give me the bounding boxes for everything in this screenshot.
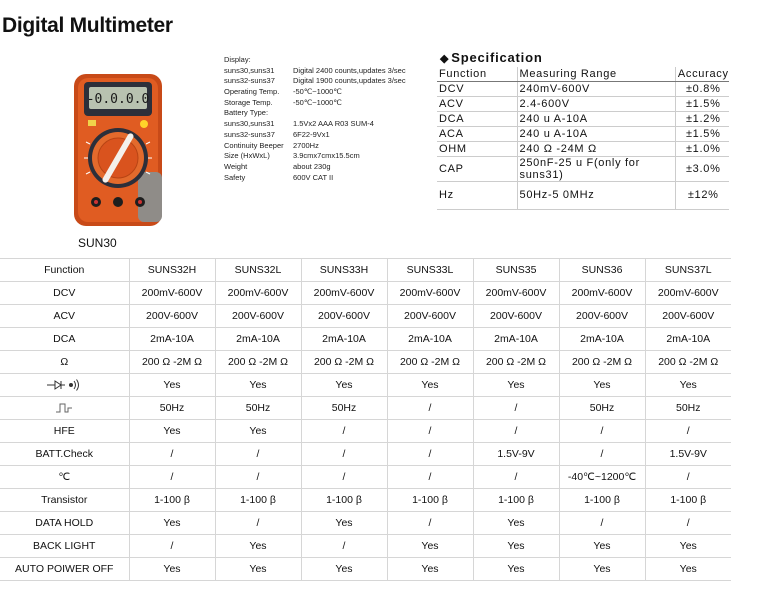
spec-list xyxy=(224,55,413,183)
spec-col-function: Function xyxy=(437,67,517,81)
comparison-function-cell: AUTO POIWER OFF xyxy=(0,558,129,581)
comparison-value-cell: / xyxy=(301,443,387,466)
comparison-value-cell: / xyxy=(473,397,559,420)
comparison-row xyxy=(0,535,731,558)
comparison-function-cell: DCA xyxy=(0,328,129,351)
spec-function-cell: CAP xyxy=(437,156,517,181)
spec-range-cell: 240 u A-10A xyxy=(517,111,675,126)
spec-list-key: Continuity Beeper xyxy=(224,140,284,150)
comparison-value-cell: / xyxy=(473,420,559,443)
comparison-value-cell: Yes xyxy=(215,374,301,397)
comparison-value-cell: / xyxy=(129,535,215,558)
comparison-function-cell: Transistor xyxy=(0,489,129,512)
cmp-header-model: SUNS35 xyxy=(473,259,559,282)
comparison-value-cell: / xyxy=(215,443,301,466)
spec-list-row xyxy=(224,130,413,141)
comparison-value-cell: Yes xyxy=(645,535,731,558)
comparison-value-cell: Yes xyxy=(473,558,559,581)
spec-list-value: 6F22-9Vx1 xyxy=(293,129,330,139)
comparison-value-cell: / xyxy=(129,466,215,489)
spec-list-value: -50℃~1000℃ xyxy=(293,97,342,107)
comparison-value-cell: 200 Ω -2M Ω xyxy=(215,351,301,374)
comparison-value-cell: / xyxy=(473,466,559,489)
comparison-value-cell: 200mV-600V xyxy=(473,282,559,305)
spec-accuracy-cell: ±1.5% xyxy=(675,96,729,111)
cmp-header-model: SUNS32L xyxy=(215,259,301,282)
spec-list-row xyxy=(224,173,413,184)
specification-row xyxy=(437,181,729,209)
comparison-row xyxy=(0,443,731,466)
comparison-row xyxy=(0,328,731,351)
spec-col-range: Measuring Range xyxy=(517,67,675,81)
specification-row xyxy=(437,111,729,126)
comparison-value-cell: Yes xyxy=(215,558,301,581)
meter-caption: SUN30 xyxy=(78,236,117,250)
comparison-value-cell: Yes xyxy=(387,374,473,397)
comparison-value-cell: 200mV-600V xyxy=(387,282,473,305)
comparison-value-cell: 200 Ω -2M Ω xyxy=(645,351,731,374)
comparison-value-cell: / xyxy=(215,466,301,489)
spec-list-row xyxy=(224,108,413,119)
comparison-value-cell: 200 Ω -2M Ω xyxy=(387,351,473,374)
spec-list-key: Weight xyxy=(224,161,248,171)
spec-accuracy-cell: ±3.0% xyxy=(675,156,729,181)
comparison-value-cell: 1-100 β xyxy=(387,489,473,512)
spec-function-cell: DCV xyxy=(437,81,517,96)
spec-list-key: Size (HxWxL) xyxy=(224,151,270,161)
comparison-value-cell: 2mA-10A xyxy=(129,328,215,351)
comparison-row xyxy=(0,374,731,397)
comparison-value-cell: / xyxy=(387,443,473,466)
comparison-value-cell: Yes xyxy=(387,558,473,581)
comparison-value-cell: Yes xyxy=(559,374,645,397)
comparison-value-cell: Yes xyxy=(645,374,731,397)
comparison-value-cell: 1-100 β xyxy=(129,489,215,512)
comparison-value-cell: / xyxy=(301,535,387,558)
comparison-value-cell: Yes xyxy=(473,512,559,535)
spec-list-value: Digital 1900 counts,updates 3/sec xyxy=(293,76,406,86)
square-wave-icon xyxy=(55,402,73,414)
comparison-value-cell: Yes xyxy=(387,535,473,558)
comparison-value-cell: Yes xyxy=(129,512,215,535)
comparison-function-cell: HFE xyxy=(0,420,129,443)
spec-range-cell: 240 Ω -24M Ω xyxy=(517,141,675,156)
specification-row xyxy=(437,126,729,141)
comparison-value-cell: 200V-600V xyxy=(215,305,301,328)
comparison-row xyxy=(0,282,731,305)
spec-function-cell: ACA xyxy=(437,126,517,141)
comparison-value-cell: 200V-600V xyxy=(645,305,731,328)
comparison-value-cell: 1-100 β xyxy=(473,489,559,512)
spec-list-value: 2700Hz xyxy=(293,140,319,150)
comparison-value-cell: / xyxy=(301,420,387,443)
spec-list-key: suns32-suns37 xyxy=(224,76,275,86)
comparison-value-cell: 50Hz xyxy=(301,397,387,420)
comparison-value-cell: Yes xyxy=(301,374,387,397)
comparison-function-cell: DATA HOLD xyxy=(0,512,129,535)
spec-list-row xyxy=(224,119,413,130)
comparison-value-cell: / xyxy=(129,443,215,466)
comparison-function-cell xyxy=(0,374,129,397)
comparison-value-cell: / xyxy=(559,443,645,466)
comparison-table xyxy=(0,258,731,581)
comparison-value-cell: Yes xyxy=(559,535,645,558)
specification-table xyxy=(437,67,729,210)
meter-display-text: -0.0.0.0 xyxy=(86,92,150,107)
spec-function-cell: Hz xyxy=(437,181,517,209)
comparison-value-cell: / xyxy=(387,466,473,489)
spec-list-value: 1.5Vx2 AAA R03 SUM-4 xyxy=(293,119,374,129)
comparison-value-cell: 200mV-600V xyxy=(129,282,215,305)
cmp-header-model: SUNS32H xyxy=(129,259,215,282)
comparison-value-cell: 1-100 β xyxy=(645,489,731,512)
cmp-header-model: SUNS33L xyxy=(387,259,473,282)
spec-list-row xyxy=(224,151,413,162)
comparison-value-cell: / xyxy=(645,512,731,535)
cmp-header-model: SUNS36 xyxy=(559,259,645,282)
specification-row xyxy=(437,141,729,156)
comparison-row xyxy=(0,558,731,581)
comparison-value-cell: / xyxy=(559,512,645,535)
spec-list-value: about 230g xyxy=(293,161,331,171)
comparison-value-cell: 1-100 β xyxy=(215,489,301,512)
spec-list-row xyxy=(224,162,413,173)
comparison-value-cell: Yes xyxy=(129,374,215,397)
comparison-row xyxy=(0,466,731,489)
comparison-value-cell: / xyxy=(559,420,645,443)
comparison-value-cell: / xyxy=(215,512,301,535)
comparison-row xyxy=(0,397,731,420)
spec-list-row xyxy=(224,76,413,87)
comparison-value-cell: / xyxy=(387,512,473,535)
comparison-value-cell: 200V-600V xyxy=(129,305,215,328)
spec-list-value: Digital 2400 counts,updates 3/sec xyxy=(293,65,406,75)
comparison-header-row xyxy=(0,259,731,282)
comparison-value-cell: Yes xyxy=(215,420,301,443)
comparison-value-cell: / xyxy=(387,420,473,443)
comparison-value-cell: -40℃~1200℃ xyxy=(559,466,645,489)
comparison-value-cell: 50Hz xyxy=(559,397,645,420)
comparison-value-cell: 200mV-600V xyxy=(301,282,387,305)
spec-range-cell: 240mV-600V xyxy=(517,81,675,96)
spec-list-row xyxy=(224,87,413,98)
comparison-row xyxy=(0,512,731,535)
comparison-value-cell: 2mA-10A xyxy=(215,328,301,351)
comparison-value-cell: 200mV-600V xyxy=(215,282,301,305)
comparison-value-cell: 2mA-10A xyxy=(559,328,645,351)
spec-range-cell: 250nF-25 u F(only for suns31) xyxy=(517,156,675,181)
comparison-function-cell: DCV xyxy=(0,282,129,305)
spec-list-key: suns32-suns37 xyxy=(224,129,275,139)
comparison-value-cell: 2mA-10A xyxy=(473,328,559,351)
comparison-value-cell: / xyxy=(387,397,473,420)
comparison-value-cell: Yes xyxy=(301,558,387,581)
diamond-icon: ◆ xyxy=(440,53,450,65)
comparison-value-cell: 1.5V-9V xyxy=(645,443,731,466)
comparison-value-cell: 200 Ω -2M Ω xyxy=(301,351,387,374)
spec-list-key: Safety xyxy=(224,172,246,182)
cmp-header-function: Function xyxy=(0,259,129,282)
spec-accuracy-cell: ±1.5% xyxy=(675,126,729,141)
comparison-value-cell: 200V-600V xyxy=(473,305,559,328)
comparison-value-cell: 1.5V-9V xyxy=(473,443,559,466)
comparison-value-cell: 1-100 β xyxy=(301,489,387,512)
comparison-value-cell: Yes xyxy=(473,374,559,397)
specification-row xyxy=(437,96,729,111)
comparison-value-cell: Yes xyxy=(129,558,215,581)
spec-list-key: Storage Temp. xyxy=(224,97,273,107)
comparison-value-cell: 2mA-10A xyxy=(645,328,731,351)
spec-list-row xyxy=(224,66,413,77)
comparison-value-cell: 200 Ω -2M Ω xyxy=(473,351,559,374)
comparison-function-cell: Ω xyxy=(0,351,129,374)
cmp-header-model: SUNS33H xyxy=(301,259,387,282)
comparison-value-cell: 200 Ω -2M Ω xyxy=(559,351,645,374)
comparison-value-cell: 200V-600V xyxy=(301,305,387,328)
comparison-value-cell: Yes xyxy=(129,420,215,443)
comparison-value-cell: Yes xyxy=(215,535,301,558)
comparison-value-cell: Yes xyxy=(559,558,645,581)
specification-header-row xyxy=(437,67,729,81)
comparison-function-cell: ℃ xyxy=(0,466,129,489)
comparison-value-cell: 1-100 β xyxy=(559,489,645,512)
specification-row xyxy=(437,156,729,181)
comparison-function-cell xyxy=(0,397,129,420)
specification-row xyxy=(437,81,729,96)
comparison-function-cell: BACK LIGHT xyxy=(0,535,129,558)
comparison-row xyxy=(0,351,731,374)
spec-list-value: -50℃~1000℃ xyxy=(293,87,342,97)
spec-function-cell: ACV xyxy=(437,96,517,111)
comparison-row xyxy=(0,305,731,328)
spec-list-value xyxy=(293,55,413,66)
spec-list-key: Battery Type: xyxy=(224,108,269,118)
spec-list-key: Display: xyxy=(224,55,251,64)
spec-function-cell: DCA xyxy=(437,111,517,126)
specification-heading-text: Specification xyxy=(451,50,543,65)
spec-list-row xyxy=(224,141,413,152)
comparison-row xyxy=(0,489,731,512)
comparison-value-cell: Yes xyxy=(473,535,559,558)
comparison-function-cell: ACV xyxy=(0,305,129,328)
comparison-value-cell: 200mV-600V xyxy=(559,282,645,305)
diode-beeper-icon xyxy=(47,379,81,391)
comparison-value-cell: Yes xyxy=(645,558,731,581)
comparison-value-cell: 50Hz xyxy=(215,397,301,420)
spec-function-cell: OHM xyxy=(437,141,517,156)
comparison-value-cell: / xyxy=(645,466,731,489)
spec-accuracy-cell: ±12% xyxy=(675,181,729,209)
spec-range-cell: 2.4-600V xyxy=(517,96,675,111)
spec-range-cell: 50Hz-5 0MHz xyxy=(517,181,675,209)
spec-list-row xyxy=(224,98,413,109)
spec-accuracy-cell: ±0.8% xyxy=(675,81,729,96)
comparison-value-cell: 200mV-600V xyxy=(645,282,731,305)
comparison-value-cell: 50Hz xyxy=(129,397,215,420)
comparison-value-cell: 2mA-10A xyxy=(301,328,387,351)
multimeter-image xyxy=(72,72,164,228)
cmp-header-model: SUNS37L xyxy=(645,259,731,282)
spec-list-key: Operating Temp. xyxy=(224,87,280,97)
comparison-value-cell: 50Hz xyxy=(645,397,731,420)
spec-accuracy-cell: ±1.0% xyxy=(675,141,729,156)
spec-list-value: 600V CAT II xyxy=(293,172,334,182)
comparison-value-cell: 200V-600V xyxy=(559,305,645,328)
spec-range-cell: 240 u A-10A xyxy=(517,126,675,141)
spec-accuracy-cell: ±1.2% xyxy=(675,111,729,126)
comparison-value-cell: 2mA-10A xyxy=(387,328,473,351)
comparison-function-cell: BATT.Check xyxy=(0,443,129,466)
spec-col-accuracy: Accuracy xyxy=(675,67,729,81)
spec-list-value xyxy=(293,108,413,119)
spec-list-value: 3.9cmx7cmx15.5cm xyxy=(293,151,360,161)
comparison-row xyxy=(0,420,731,443)
specification-heading xyxy=(440,50,543,65)
spec-list-key: suns30,suns31 xyxy=(224,119,275,129)
page-title: Digital Multimeter xyxy=(2,14,173,37)
comparison-value-cell: 200 Ω -2M Ω xyxy=(129,351,215,374)
comparison-value-cell: Yes xyxy=(301,512,387,535)
spec-list-row xyxy=(224,55,413,66)
spec-list-key: suns30,suns31 xyxy=(224,65,275,75)
comparison-value-cell: / xyxy=(301,466,387,489)
comparison-value-cell: / xyxy=(645,420,731,443)
comparison-value-cell: 200V-600V xyxy=(387,305,473,328)
